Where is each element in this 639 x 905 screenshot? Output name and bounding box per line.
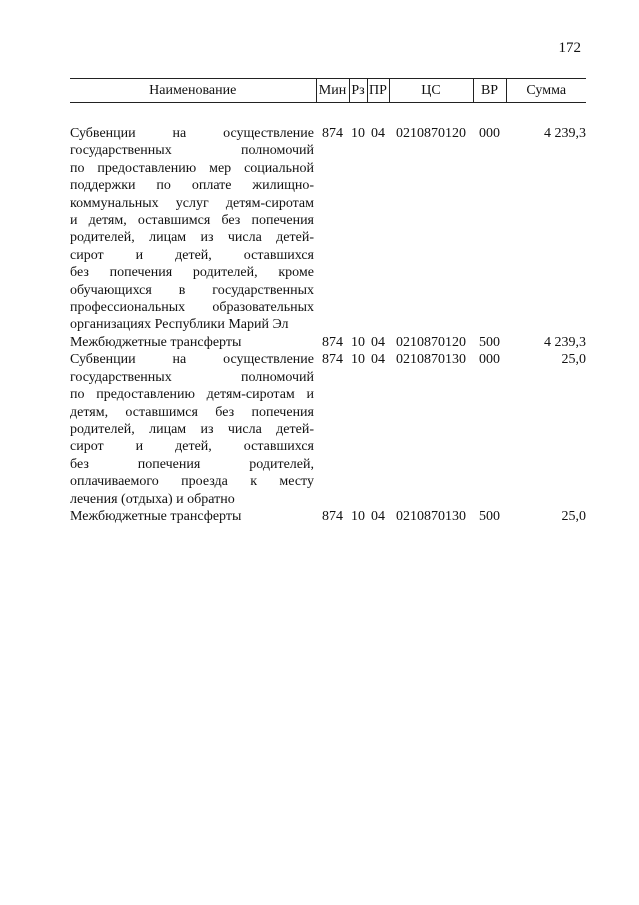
row-name-line: детям, оставшимся без попечения	[70, 404, 314, 420]
row-vr: 500	[479, 334, 500, 350]
row-name-line: без попечения родителей, кроме	[70, 265, 314, 281]
header-spacer	[70, 103, 586, 126]
row-name-line: Межбюджетные трансферты	[70, 334, 242, 350]
row-name	[70, 334, 316, 351]
row-rz: 10	[351, 126, 365, 141]
row-name-line: по предоставлению мер социальной	[70, 160, 314, 176]
header-rz: Рз	[349, 79, 367, 103]
row-name-line: Межбюджетные трансферты	[70, 508, 242, 524]
row-sum: 25,0	[561, 508, 586, 524]
row-name-line: и детям, оставшимся без попечения	[70, 213, 314, 229]
row-min: 874	[322, 508, 343, 524]
row-pr: 04	[371, 126, 385, 141]
row-sum: 25,0	[561, 352, 586, 368]
row-name-line: обучающихся в государственных	[70, 282, 314, 298]
row-cs: 0210870130	[396, 352, 466, 368]
row-cs: 0210870120	[396, 126, 466, 141]
page-number: 172	[558, 40, 581, 56]
row-name-line: сирот и детей, оставшихся	[70, 247, 314, 263]
table-row	[70, 334, 586, 351]
row-name	[70, 125, 316, 334]
row-name-line: без попечения родителей,	[70, 456, 314, 472]
header-name: Наименование	[70, 79, 316, 103]
row-name-line: родителей, лицам из числа детей-	[70, 421, 314, 437]
row-name	[70, 351, 316, 508]
table-row	[70, 351, 586, 508]
row-name-line: Субвенции на осуществление	[70, 126, 314, 141]
row-name-line: Субвенции на осуществление	[70, 352, 314, 368]
header-pr: ПР	[367, 79, 389, 103]
row-name-line: государственных полномочий	[70, 369, 314, 385]
row-name-line: поддержки по оплате жилищно-	[70, 178, 314, 194]
row-name-line: сирот и детей, оставшихся	[70, 439, 314, 455]
table-row	[70, 125, 586, 334]
row-min: 874	[322, 352, 343, 368]
row-min: 874	[322, 334, 343, 350]
row-name-line: родителей, лицам из числа детей-	[70, 230, 314, 246]
row-vr: 500	[479, 508, 500, 524]
row-pr: 04	[371, 508, 385, 524]
row-vr: 000	[479, 126, 500, 141]
row-name	[70, 508, 316, 525]
row-sum: 4 239,3	[544, 334, 586, 350]
header-sum: Сумма	[506, 79, 586, 103]
row-rz: 10	[351, 508, 365, 524]
row-pr: 04	[371, 352, 385, 368]
header-vr: ВР	[473, 79, 506, 103]
row-min: 874	[322, 126, 343, 141]
row-name-line: по предоставлению детям-сиротам и	[70, 387, 314, 403]
row-sum: 4 239,3	[544, 126, 586, 141]
row-cs: 0210870130	[396, 508, 466, 524]
row-rz: 10	[351, 352, 365, 368]
table-header-row	[70, 79, 586, 103]
row-name-line: государственных полномочий	[70, 143, 314, 159]
row-rz: 10	[351, 334, 365, 350]
row-name-line: профессиональных образовательных	[70, 300, 314, 316]
row-name-line: коммунальных услуг детям-сиротам	[70, 195, 314, 211]
table-row	[70, 508, 586, 525]
header-cs: ЦС	[389, 79, 473, 103]
row-cs: 0210870120	[396, 334, 466, 350]
row-name-line: оплачиваемого проезда к месту	[70, 474, 314, 490]
row-vr: 000	[479, 352, 500, 368]
budget-table	[70, 78, 586, 525]
header-min: Мин	[316, 79, 349, 103]
row-pr: 04	[371, 334, 385, 350]
row-name-line: организациях Республики Марий Эл	[70, 317, 289, 333]
row-name-line: лечения (отдыха) и обратно	[70, 491, 235, 507]
